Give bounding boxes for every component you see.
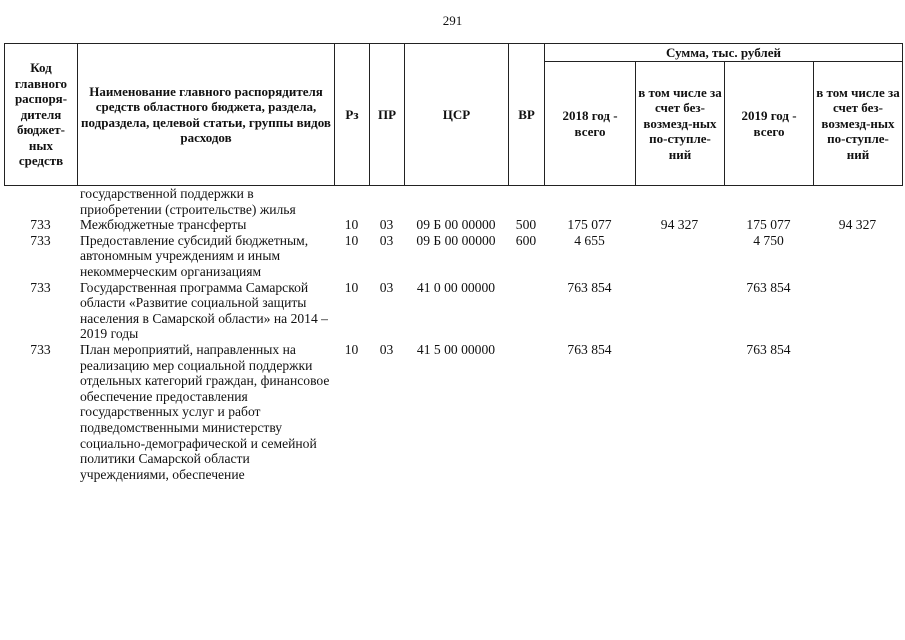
row-2018-total: 763 854 — [567, 341, 612, 357]
row-csr: 41 0 00 00000 — [416, 279, 496, 295]
row-2018-total — [544, 186, 635, 217]
row-pr: 03 — [379, 217, 394, 233]
row-vr — [508, 186, 544, 217]
table-row — [4, 233, 902, 280]
row-code: 733 — [30, 279, 51, 295]
row-rz: 10 — [344, 217, 359, 233]
row-rz: 10 — [344, 232, 359, 248]
table-row — [4, 280, 902, 342]
table-row — [4, 217, 902, 233]
row-2019-free — [813, 233, 902, 280]
header-csr: ЦСР — [405, 44, 509, 186]
row-2019-total: 4 750 — [753, 232, 784, 248]
row-2019-free — [813, 280, 902, 342]
row-vr — [508, 342, 544, 482]
row-rz: 10 — [344, 279, 359, 295]
row-code: 733 — [30, 217, 51, 233]
row-2019-free — [813, 186, 902, 217]
header-sum: Сумма, тыс. рублей — [545, 44, 903, 62]
row-pr — [369, 186, 404, 217]
header-code: Код главного распоря-дителя бюджет-ных средств — [5, 44, 78, 186]
row-2018-total: 4 655 — [574, 232, 605, 248]
row-2018-free: 94 327 — [660, 217, 699, 233]
row-2019-free — [813, 342, 902, 482]
header-pr: ПР — [370, 44, 405, 186]
header-2018-free: в том числе за счет без-возмезд-ных по-ступле-ний — [636, 62, 725, 186]
row-2018-free — [635, 342, 724, 482]
row-pr: 03 — [379, 279, 394, 295]
row-code — [4, 186, 77, 217]
row-csr: 09 Б 00 00000 — [416, 232, 496, 248]
row-2019-free: 94 327 — [838, 217, 877, 233]
row-code: 733 — [30, 232, 51, 248]
row-pr: 03 — [379, 341, 394, 357]
row-2019-total — [724, 186, 813, 217]
table-header — [4, 43, 903, 186]
table-row — [4, 342, 902, 482]
row-name: План мероприятий, направленных на реализацию мер социальной поддержки отдельных категорий граждан, финансовое обеспечение предоставления государственных услуг и работ подведомственными министерству социально-демографической и семейной политики Самарской области учреждениями, обеспечение — [80, 341, 330, 482]
row-name: Межбюджетные трансферты — [80, 217, 247, 233]
row-vr: 500 — [515, 217, 537, 233]
table-body — [4, 186, 902, 482]
row-vr: 600 — [515, 232, 537, 248]
row-2018-free — [635, 186, 724, 217]
header-2018-total: 2018 год - всего — [545, 62, 636, 186]
header-2019-free: в том числе за счет без-возмезд-ных по-ступле-ний — [814, 62, 903, 186]
header-rz: Рз — [335, 44, 370, 186]
row-2018-free — [635, 280, 724, 342]
row-vr — [508, 280, 544, 342]
header-2019-total: 2019 год - всего — [725, 62, 814, 186]
row-csr: 41 5 00 00000 — [416, 341, 496, 357]
row-name: Государственная программа Самарской области «Развитие социальной защиты населения в Самарской области» на 2014 – 2019 годы — [80, 279, 328, 342]
row-name: Предоставление субсидий бюджетным, автономным учреждениям и иным некоммерческим организациям — [80, 232, 309, 279]
row-name: государственной поддержки в приобретении (строительстве) жилья — [80, 186, 296, 217]
table-row — [4, 186, 902, 217]
row-csr: 09 Б 00 00000 — [416, 217, 496, 233]
header-vr: ВР — [509, 44, 545, 186]
row-rz — [334, 186, 369, 217]
row-rz: 10 — [344, 341, 359, 357]
row-pr: 03 — [379, 232, 394, 248]
row-2019-total: 763 854 — [746, 279, 791, 295]
row-2019-total: 175 077 — [746, 217, 791, 233]
row-2018-total: 175 077 — [567, 217, 612, 233]
row-code: 733 — [30, 341, 51, 357]
header-name: Наименование главного распорядителя средств областного бюджета, раздела, подраздела, целевой статьи, группы видов расходов — [78, 44, 335, 186]
row-2019-total: 763 854 — [746, 341, 791, 357]
page-number: 291 — [442, 13, 463, 28]
row-2018-total: 763 854 — [567, 279, 612, 295]
row-2018-free — [635, 233, 724, 280]
row-csr — [404, 186, 508, 217]
